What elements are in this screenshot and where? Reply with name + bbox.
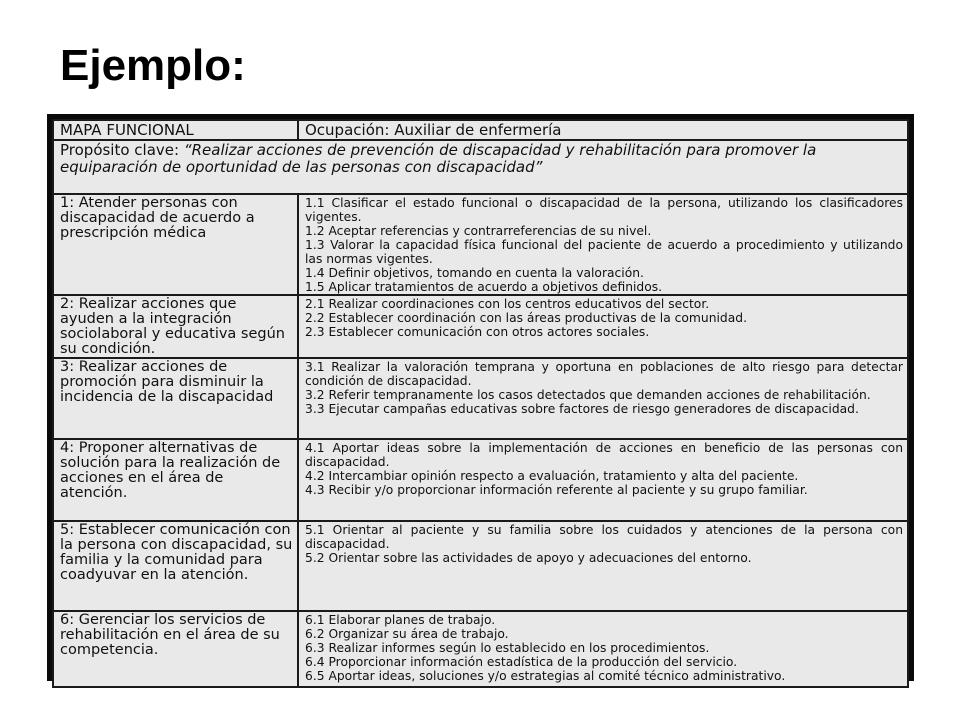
function-cell: 3: Realizar acciones de promoción para disminuir la incidencia de la discapacidad (53, 358, 298, 439)
table-row (53, 295, 908, 358)
activity-item: 3.3 Ejecutar campañas educativas sobre factores de riesgo generadores de discapacidad. (305, 402, 859, 416)
activities-cell (298, 439, 908, 521)
activity-item: 2.3 Establecer comunicación con otros actores sociales. (305, 325, 650, 339)
activity-item: 6.1 Elaborar planes de trabajo. (305, 613, 496, 627)
table-row (53, 358, 908, 439)
function-cell: 4: Proponer alternativas de solución para la realización de acciones en el área de atención. (53, 439, 298, 521)
functional-map-table (52, 119, 909, 688)
table-row (53, 439, 908, 521)
activities-list (305, 613, 903, 683)
activities-cell (298, 295, 908, 358)
activity-item: 4.1 Aportar ideas sobre la implementación de acciones en beneficio de las personas con discapacidad. (305, 441, 903, 469)
activity-item: 2.2 Establecer coordinación con las áreas productivas de la comunidad. (305, 311, 747, 325)
activities-list (305, 360, 903, 416)
activity-item: 1.4 Definir objetivos, tomando en cuenta la valoración. (305, 266, 644, 280)
map-label-cell: MAPA FUNCIONAL (53, 120, 298, 140)
activity-item: 4.2 Intercambiar opinión respecto a evaluación, tratamiento y alta del paciente. (305, 469, 799, 483)
activities-list (305, 441, 903, 497)
activity-item: 6.2 Organizar su área de trabajo. (305, 627, 509, 641)
activity-item: 6.5 Aportar ideas, soluciones y/o estrategias al comité técnico administrativo. (305, 669, 786, 683)
activities-cell (298, 611, 908, 687)
purpose-label: Propósito clave: (60, 141, 180, 159)
activities-cell (298, 194, 908, 295)
function-cell: 5: Establecer comunicación con la persona con discapacidad, su familia y la comunidad para coadyuvar en la atención. (53, 521, 298, 611)
activity-item: 4.3 Recibir y/o proporcionar información referente al paciente y su grupo familiar. (305, 483, 808, 497)
activity-item: 1.2 Aceptar referencias y contrarreferencias de su nivel. (305, 224, 652, 238)
table-row (53, 611, 908, 687)
activities-list (305, 196, 903, 294)
header-row (53, 120, 908, 140)
activity-item: 6.4 Proporcionar información estadística de la producción del servicio. (305, 655, 738, 669)
function-cell: 1: Atender personas con discapacidad de acuerdo a prescripción médica (53, 194, 298, 295)
activity-item: 6.3 Realizar informes según lo establecido en los procedimientos. (305, 641, 710, 655)
activity-item: 5.1 Orientar al paciente y su familia sobre los cuidados y atenciones de la persona con discapacidad. (305, 523, 903, 551)
purpose-cell (53, 140, 908, 194)
activities-list (305, 523, 903, 565)
function-cell: 6: Gerenciar los servicios de rehabilitación en el área de su competencia. (53, 611, 298, 687)
table-row (53, 521, 908, 611)
functional-map-figure (47, 114, 914, 681)
activities-cell (298, 358, 908, 439)
activities-cell (298, 521, 908, 611)
slide-title: Ejemplo: (60, 41, 246, 90)
activity-item: 3.1 Realizar la valoración temprana y oportuna en poblaciones de alto riesgo para detectar condición de discapacidad. (305, 360, 903, 388)
activity-item: 1.1 Clasificar el estado funcional o discapacidad de la persona, utilizando los clasificadores vigentes. (305, 196, 903, 224)
table-row (53, 194, 908, 295)
activity-item: 1.5 Aplicar tratamientos de acuerdo a objetivos definidos. (305, 280, 663, 294)
purpose-row (53, 140, 908, 194)
purpose-text: “Realizar acciones de prevención de discapacidad y rehabilitación para promover la equiparación de oportunidad de las personas con discapacidad” (60, 141, 817, 176)
activity-item: 5.2 Orientar sobre las actividades de apoyo y adecuaciones del entorno. (305, 551, 752, 565)
occupation-cell: Ocupación: Auxiliar de enfermería (298, 120, 908, 140)
activity-item: 2.1 Realizar coordinaciones con los centros educativos del sector. (305, 297, 710, 311)
function-rows (53, 194, 908, 687)
function-cell: 2: Realizar acciones que ayuden a la integración sociolaboral y educativa según su condición. (53, 295, 298, 358)
activity-item: 3.2 Referir tempranamente los casos detectados que demanden acciones de rehabilitación. (305, 388, 871, 402)
activity-item: 1.3 Valorar la capacidad física funcional del paciente de acuerdo a procedimiento y utilizando las normas vigentes. (305, 238, 903, 266)
activities-list (305, 297, 903, 339)
